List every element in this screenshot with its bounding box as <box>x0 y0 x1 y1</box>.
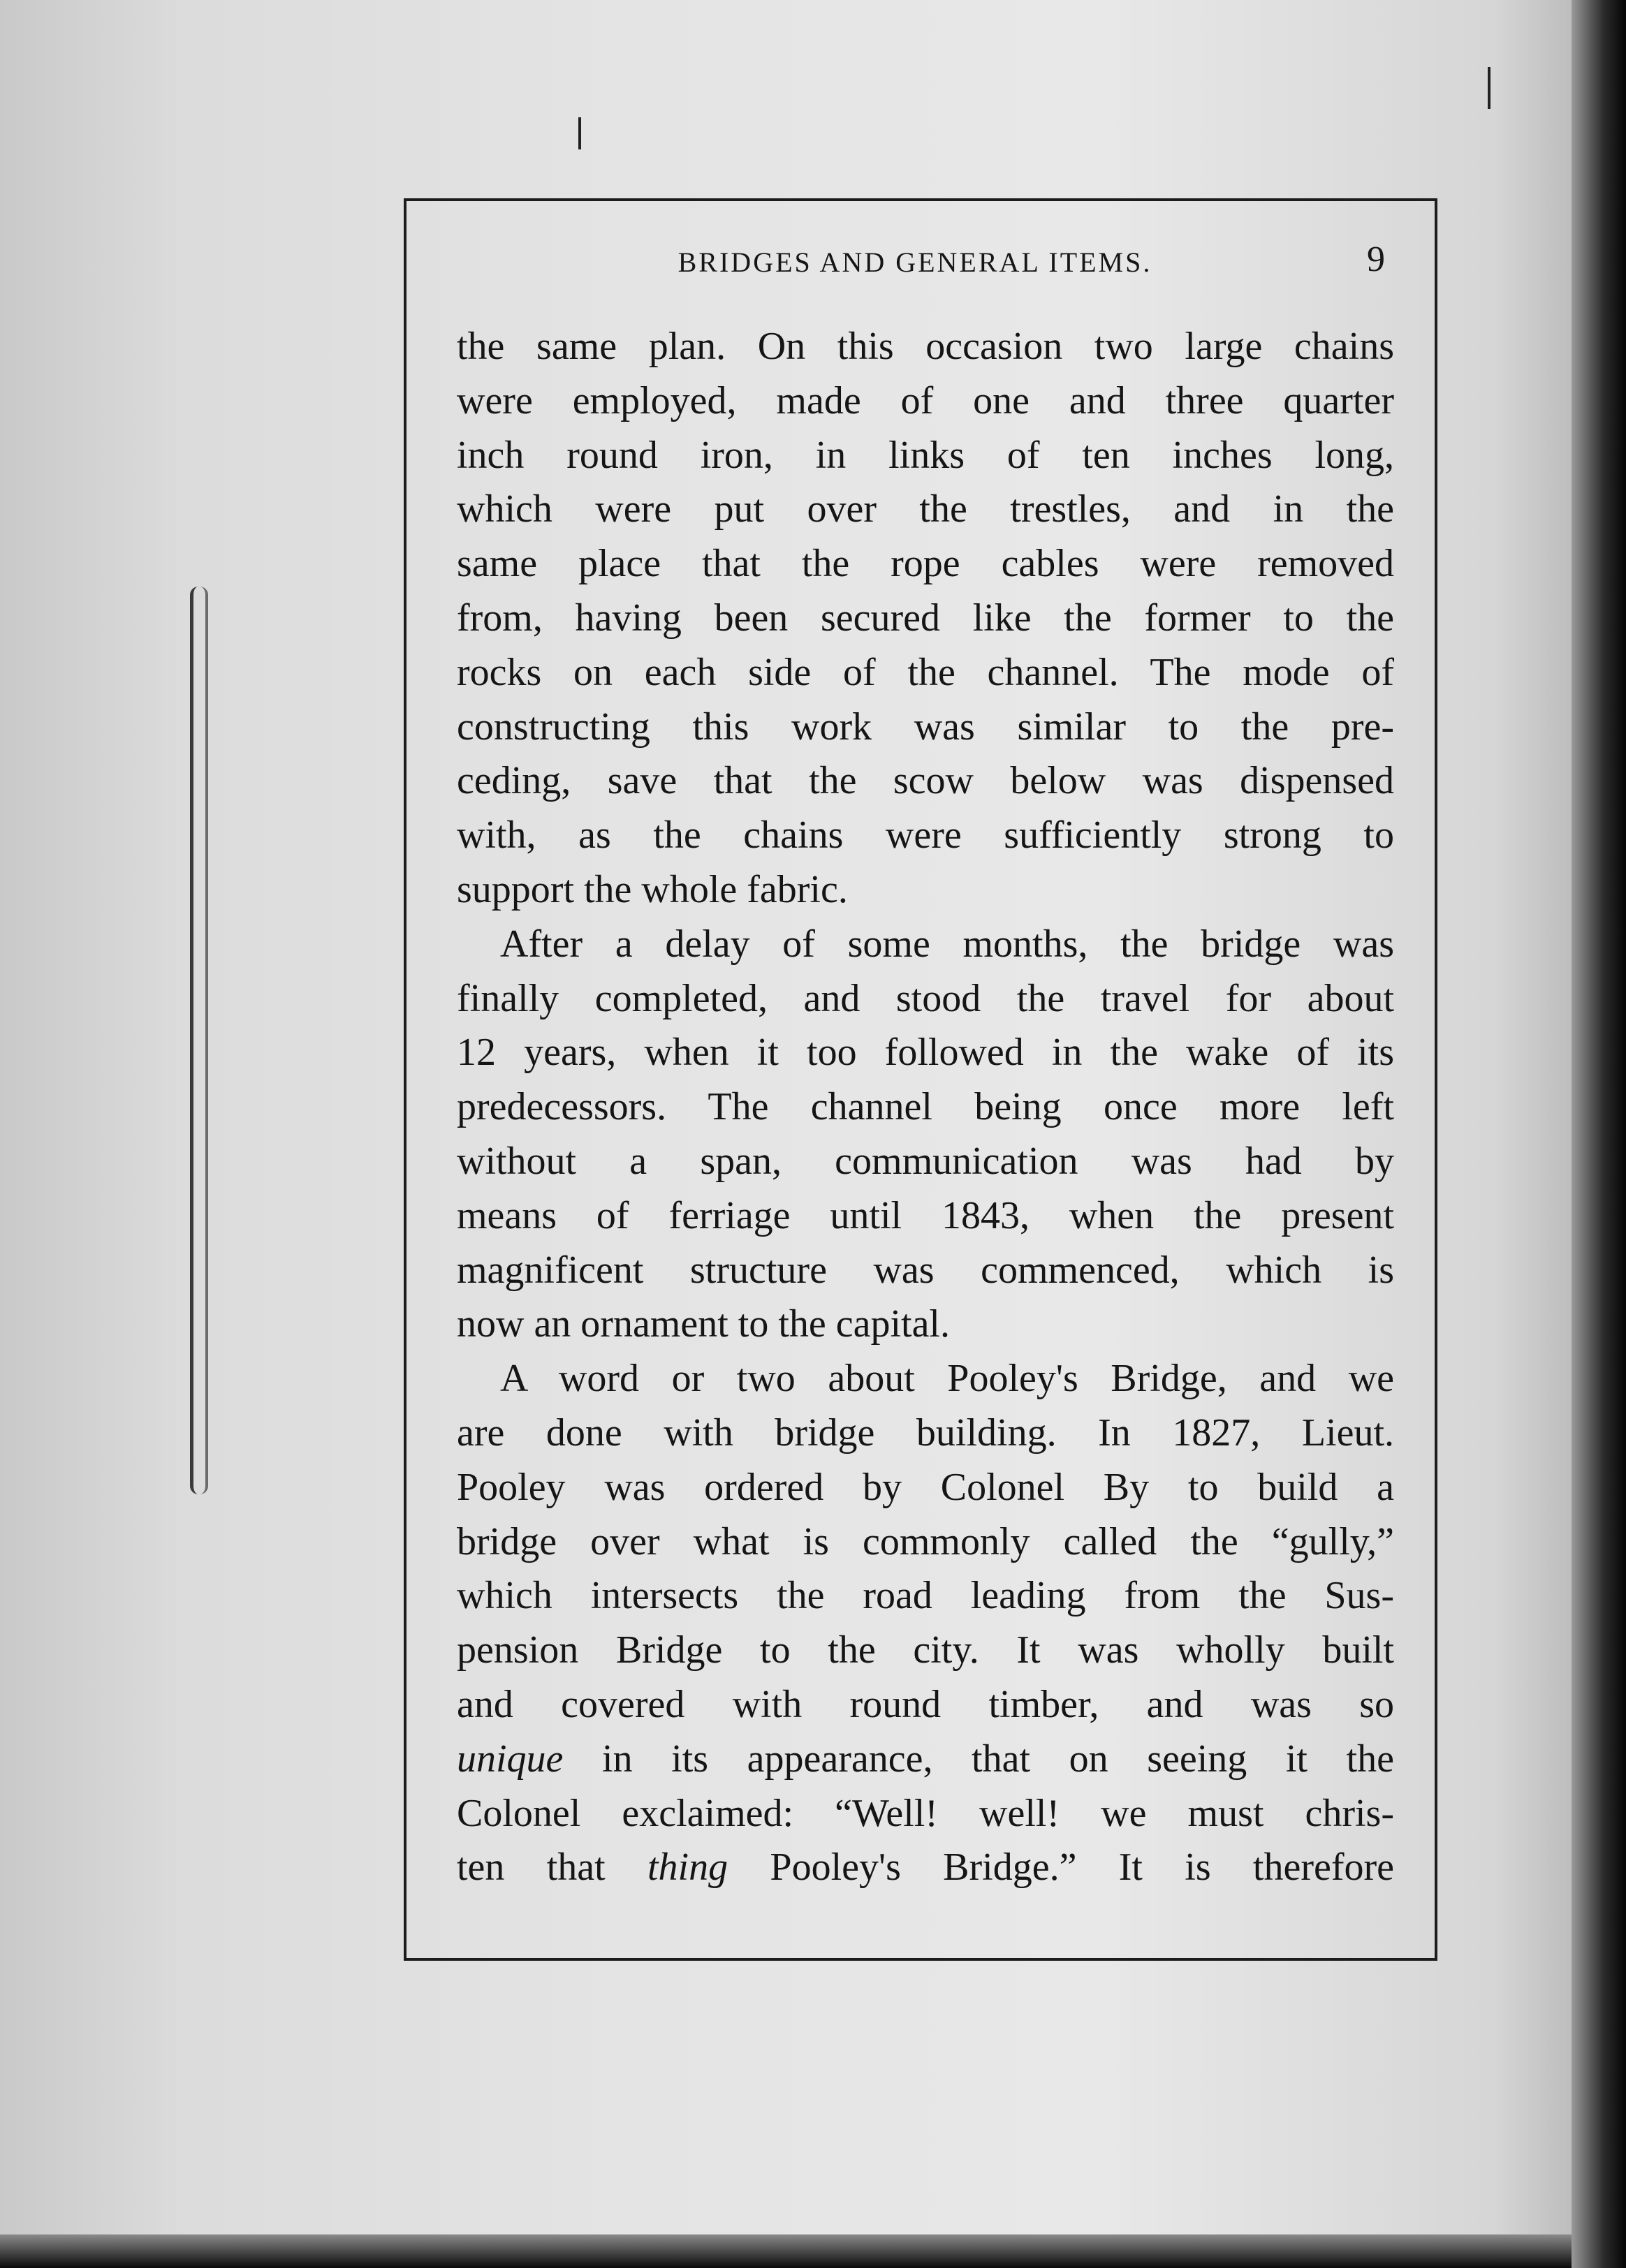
text-line: inch round iron, in links of ten inches long, <box>457 433 1394 477</box>
text-line: from, having been secured like the former to the <box>457 596 1394 640</box>
paragraph-start-line: A word or two about Pooley's Bridge, and we <box>500 1357 1394 1401</box>
running-head: BRIDGES AND GENERAL ITEMS. <box>678 246 1152 278</box>
text-line: ceding, save that the scow below was dispensed <box>457 759 1394 803</box>
scan-mark <box>578 117 581 149</box>
text-line: now an ornament to the capital. <box>457 1302 950 1346</box>
text-line: pension Bridge to the city. It was wholly built <box>457 1628 1394 1672</box>
paragraph-start-line: After a delay of some months, the bridge was <box>500 922 1394 966</box>
page-number: 9 <box>1367 240 1385 279</box>
text-run: ten that <box>457 1846 647 1890</box>
text-line: without a span, communication was had by <box>457 1139 1394 1183</box>
italic-word: unique <box>457 1737 564 1781</box>
text-line: rocks on each side of the channel. The mode of <box>457 650 1394 694</box>
text-line: 12 years, when it too followed in the wake of its <box>457 1031 1394 1075</box>
text-line: were employed, made of one and three quarter <box>457 378 1394 422</box>
text-line: and covered with round timber, and was so <box>457 1682 1394 1726</box>
text-line: support the whole fabric. <box>457 867 848 911</box>
text-line: Pooley was ordered by Colonel By to build a <box>457 1465 1394 1509</box>
spine-crease <box>190 587 208 1494</box>
text-line: predecessors. The channel being once more left <box>457 1085 1394 1129</box>
text-run: Pooley's Bridge.” It is therefore <box>728 1846 1394 1890</box>
text-line: with, as the chains were sufficiently strong to <box>457 813 1394 857</box>
book-edge-shadow <box>1572 0 1626 2268</box>
body-text <box>457 320 1394 1895</box>
text-line: constructing this work was similar to the pre- <box>457 705 1394 749</box>
text-line: are done with bridge building. In 1827, Lieut. <box>457 1411 1394 1455</box>
text-line: the same plan. On this occasion two large chains <box>457 325 1394 368</box>
scan-mark <box>1488 67 1490 109</box>
text-line: Colonel exclaimed: “Well! well! we must chris- <box>457 1791 1394 1835</box>
text-line: means of ferriage until 1843, when the present <box>457 1193 1394 1237</box>
italic-word: thing <box>647 1846 728 1890</box>
text-line: same place that the rope cables were removed <box>457 542 1394 586</box>
text-line: which intersects the road leading from the Sus- <box>457 1574 1394 1618</box>
text-line: finally completed, and stood the travel for about <box>457 976 1394 1020</box>
text-line: which were put over the trestles, and in the <box>457 487 1394 531</box>
bottom-edge-shadow <box>0 2234 1572 2268</box>
text-line <box>457 1841 1394 1895</box>
text-run: in its appearance, that on seeing it the <box>563 1737 1394 1781</box>
text-line <box>457 1732 1394 1787</box>
text-line: magnificent structure was commenced, which is <box>457 1248 1394 1292</box>
text-line: bridge over what is commonly called the “gully,” <box>457 1519 1394 1563</box>
